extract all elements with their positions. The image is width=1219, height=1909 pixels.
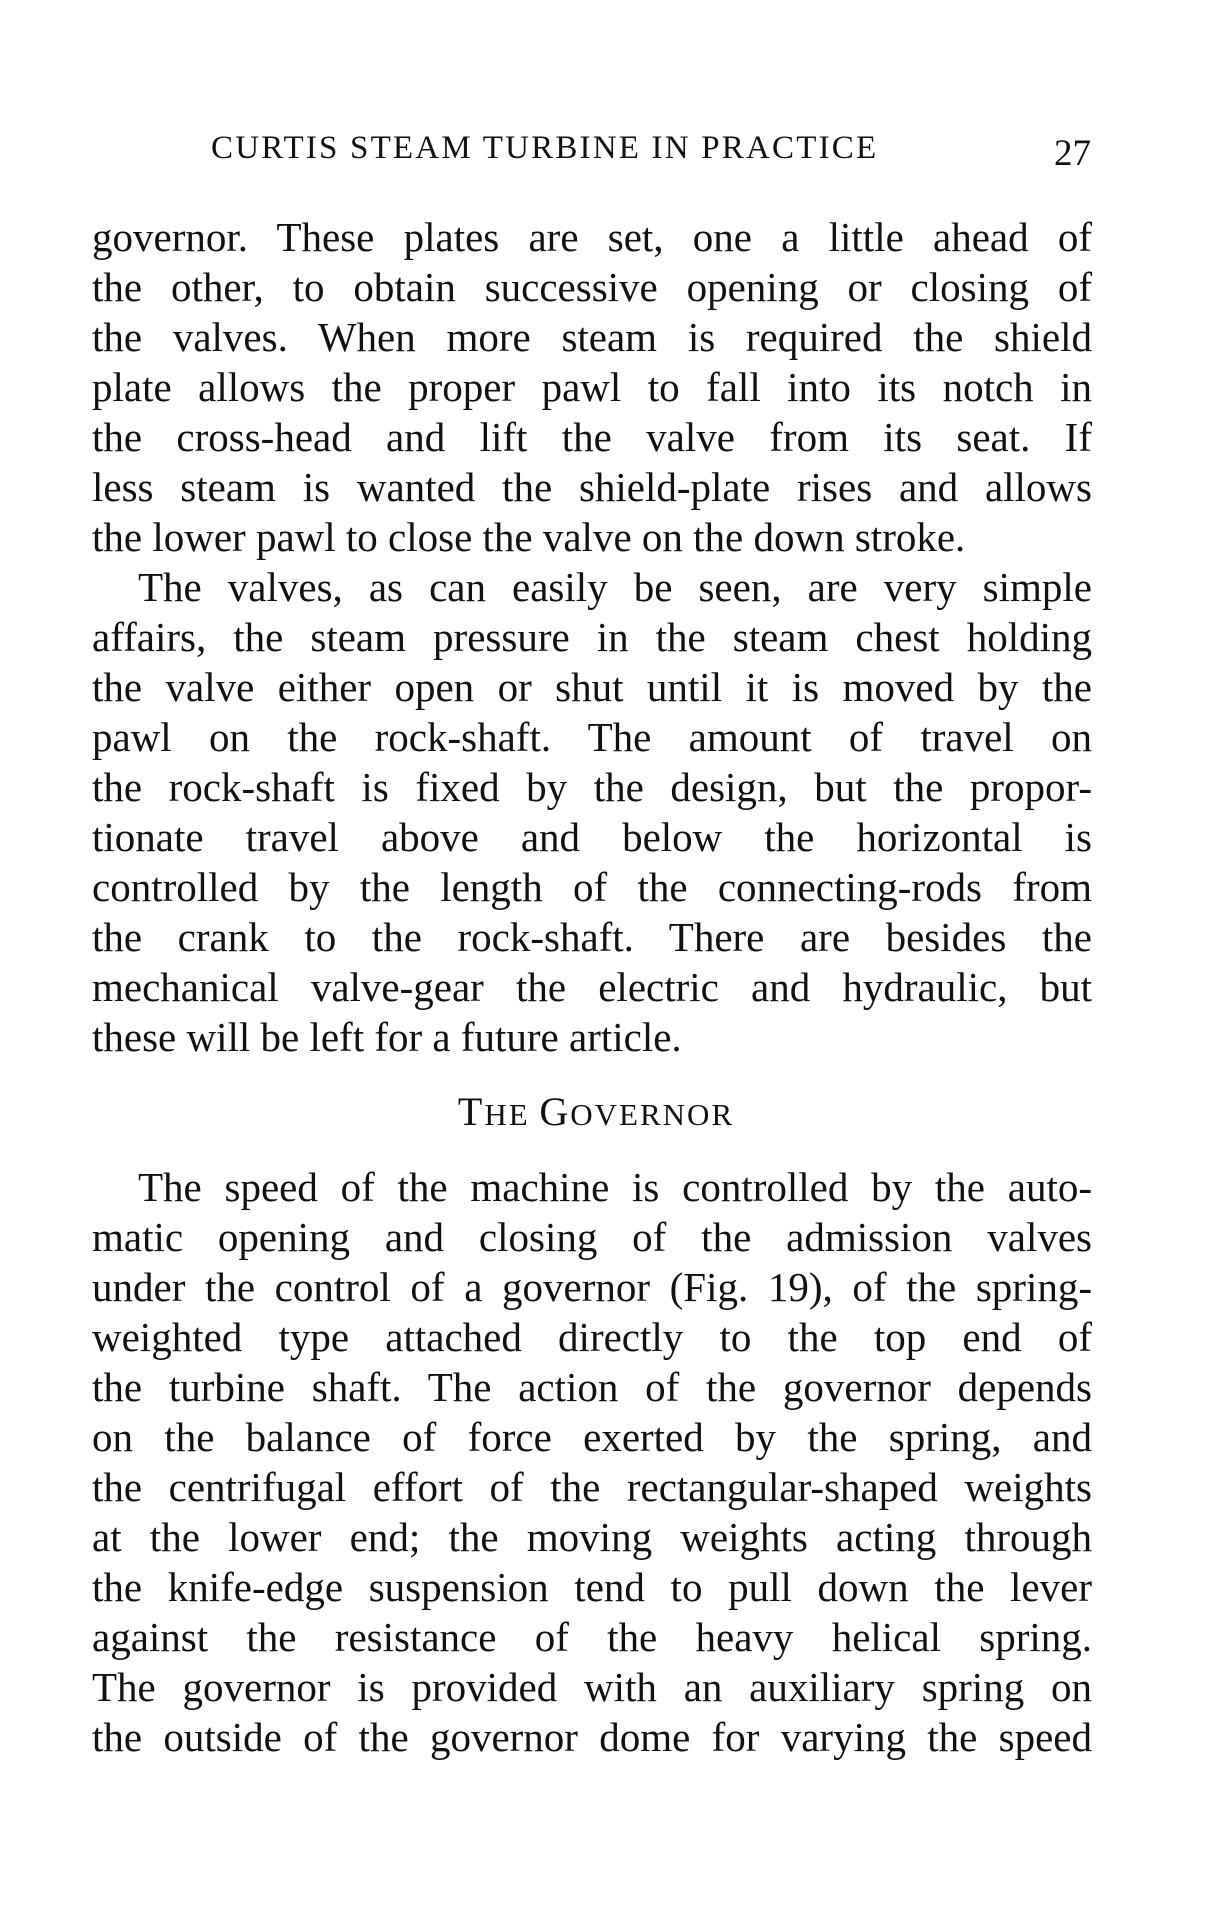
text-line: less steam is wanted the shield-plate rises and allows — [92, 464, 1092, 510]
text-line: mechanical valve-gear the electric and hydraulic, but — [92, 964, 1092, 1010]
text-line: on the balance of force exerted by the spring, and — [92, 1414, 1092, 1460]
text-line: the other, to obtain successive opening or closing of — [92, 264, 1092, 310]
text-line: weighted type attached directly to the top end of — [92, 1314, 1092, 1360]
text-line: the knife-edge suspension tend to pull down the lever — [92, 1564, 1092, 1610]
running-head — [211, 130, 1091, 180]
text-line: pawl on the rock-shaft. The amount of travel on — [92, 714, 1092, 760]
text-line: the lower pawl to close the valve on the down stroke. — [92, 514, 966, 560]
page-number: 27 — [1054, 133, 1091, 174]
text-line: the valve either open or shut until it is moved by the — [92, 664, 1092, 710]
text-line: against the resistance of the heavy helical spring. — [92, 1614, 1092, 1660]
text-line: the rock-shaft is fixed by the design, but the propor- — [92, 764, 1092, 810]
running-title: CURTIS STEAM TURBINE IN PRACTICE — [211, 130, 879, 166]
text-line: The speed of the machine is controlled by the auto- — [138, 1164, 1092, 1210]
text-line: the outside of the governor dome for varying the speed — [92, 1714, 1092, 1760]
text-line: under the control of a governor (Fig. 19), of the spring- — [92, 1264, 1092, 1310]
paragraph-governor — [92, 1162, 1092, 1762]
paragraph-valves — [92, 562, 1092, 1062]
text-line: The valves, as can easily be seen, are very simple — [138, 564, 1092, 610]
text-line: the crank to the rock-shaft. There are besides the — [92, 914, 1092, 960]
text-line: matic opening and closing of the admission valves — [92, 1214, 1092, 1260]
text-line: the centrifugal effort of the rectangular-shaped weights — [92, 1464, 1092, 1510]
heading-initial: G — [539, 1089, 571, 1134]
text-line: plate allows the proper pawl to fall into its notch in — [92, 364, 1092, 410]
text-line: controlled by the length of the connecting-rods from — [92, 864, 1092, 910]
text-line: The governor is provided with an auxiliary spring on — [92, 1664, 1092, 1710]
text-line: these will be left for a future article. — [92, 1014, 682, 1060]
body-text — [92, 212, 1092, 1762]
text-line: tionate travel above and below the horizontal is — [92, 814, 1092, 860]
text-line: affairs, the steam pressure in the steam chest holding — [92, 614, 1092, 660]
text-line: the valves. When more steam is required the shield — [92, 314, 1092, 360]
text-line: at the lower end; the moving weights acting through — [92, 1514, 1092, 1560]
text-line: the cross-head and lift the valve from its seat. If — [92, 414, 1092, 460]
text-line: the turbine shaft. The action of the governor depends — [92, 1364, 1092, 1410]
heading-rest: HE — [484, 1097, 530, 1132]
paragraph-continued — [92, 212, 1092, 562]
heading-rest: OVERNOR — [570, 1097, 735, 1132]
heading-initial: T — [457, 1089, 485, 1134]
section-heading — [92, 1062, 1092, 1162]
text-line: governor. These plates are set, one a little ahead of — [92, 214, 1092, 260]
